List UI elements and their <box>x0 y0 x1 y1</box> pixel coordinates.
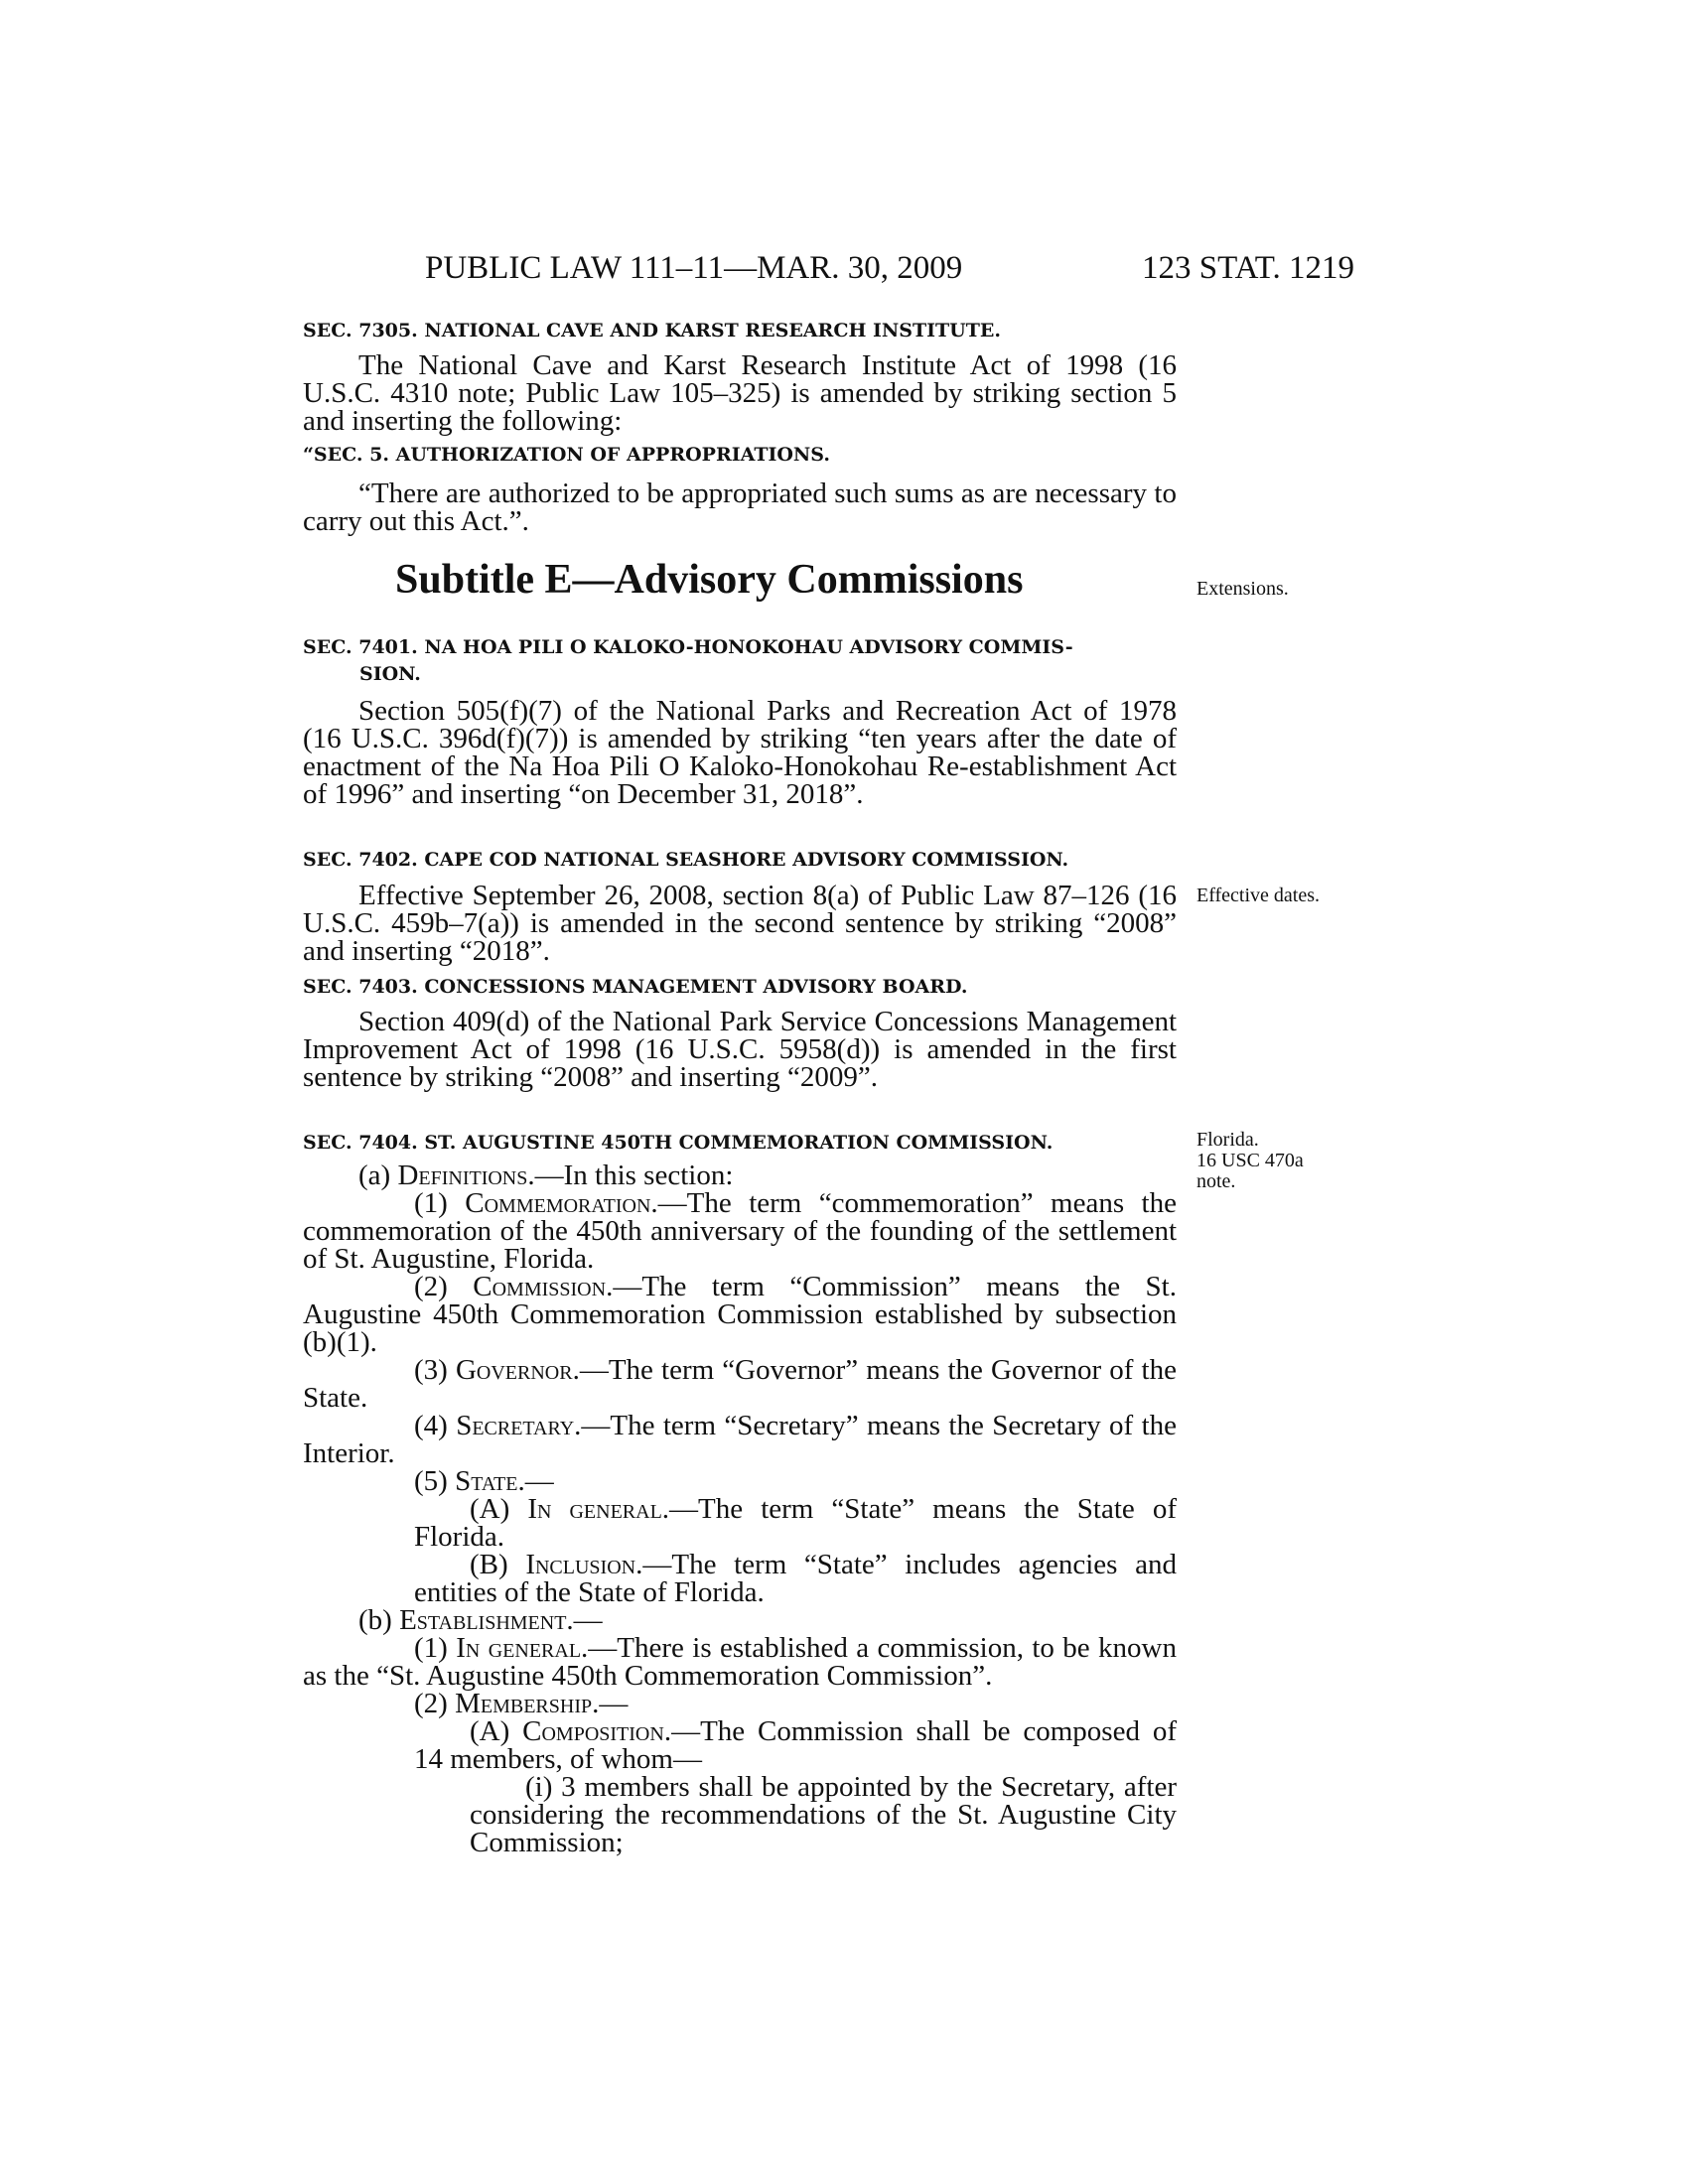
paragraph-a3: (3) Governor.—The term “Governor” means the Governor of the State. <box>303 1354 1177 1414</box>
clause-b2Ai: (i) 3 members shall be appointed by the Secretary, after considering the recommendations of the St. Augustine City Commission; <box>470 1771 1177 1858</box>
sec-7401-text: Section 505(f)(7) of the National Parks and Recreation Act of 1978 (16 U.S.C. 396d(f)(7)) is amended by striking “ten years after the date of enactment of the Na Hoa Pili O Kaloko-Honokohau Re-establishment Act of 1996” and inserting “on December 31, 2018”. <box>303 695 1177 810</box>
margin-note-extensions: Extensions. <box>1196 578 1289 600</box>
paragraph-a5: (5) State.— <box>414 1465 554 1497</box>
sec-7401-heading-line2: SION. <box>359 663 421 685</box>
page-stat-number: 123 STAT. 1219 <box>1142 250 1355 286</box>
sec-7403-heading: SEC. 7403. CONCESSIONS MANAGEMENT ADVISORY BOARD. <box>303 976 968 998</box>
subsection-b: (b) Establishment.— <box>358 1604 603 1636</box>
subtitle-e-heading: Subtitle E—Advisory Commissions <box>395 557 1024 603</box>
sec-7402-text: Effective September 26, 2008, section 8(a) of Public Law 87–126 (16 U.S.C. 459b–7(a)) is amended in the second sentence by striking “2008” and inserting “2018”. <box>303 880 1177 967</box>
margin-note-florida-line3: note. <box>1196 1170 1236 1192</box>
paragraph-a1: (1) Commemoration.—The term “commemoration” means the commemoration of the 450th anniversary of the founding of the settlement of St. Augustine, Florida. <box>303 1187 1177 1275</box>
sec-7404-body <box>303 1161 1177 1856</box>
paragraph-b1: (1) In general.—There is established a commission, to be known as the “St. Augustine 450th Commemoration Commission”. <box>303 1632 1177 1692</box>
margin-note-effective-dates: Effective dates. <box>1196 885 1321 906</box>
margin-note-florida-line2: 16 USC 470a <box>1196 1150 1304 1171</box>
paragraph-a2: (2) Commission.—The term “Commission” means the St. Augustine 450th Commemoration Commission established by subsection (b)(1). <box>303 1271 1177 1358</box>
subparagraph-b2A: (A) Composition.—The Commission shall be composed of 14 members, of whom— <box>414 1715 1177 1775</box>
paragraph-b2: (2) Membership.— <box>414 1688 629 1719</box>
sec-7305-heading: SEC. 7305. NATIONAL CAVE AND KARST RESEARCH INSTITUTE. <box>303 320 1001 341</box>
running-header: PUBLIC LAW 111–11—MAR. 30, 2009 <box>425 250 963 286</box>
sec-7404-heading: SEC. 7404. ST. AUGUSTINE 450TH COMMEMORATION COMMISSION. <box>303 1132 1054 1154</box>
subparagraph-a5B: (B) Inclusion.—The term “State” includes agencies and entities of the State of Florida. <box>414 1549 1177 1608</box>
sec-5-inserted-text: “There are authorized to be appropriated such sums as are necessary to carry out this Act.”. <box>303 478 1177 537</box>
subparagraph-a5A: (A) In general.—The term “State” means the State of Florida. <box>414 1493 1177 1553</box>
margin-note-florida-line1: Florida. <box>1196 1129 1259 1151</box>
sec-5-inserted-heading: “SEC. 5. AUTHORIZATION OF APPROPRIATIONS. <box>303 444 830 466</box>
sec-7401-heading-line1: SEC. 7401. NA HOA PILI O KALOKO-HONOKOHAU ADVISORY COMMIS- <box>303 636 1073 658</box>
sec-7402-heading: SEC. 7402. CAPE COD NATIONAL SEASHORE ADVISORY COMMISSION. <box>303 849 1069 871</box>
sec-7305-text: The National Cave and Karst Research Institute Act of 1998 (16 U.S.C. 4310 note; Public Law 105–325) is amended by striking section 5 and inserting the following: <box>303 349 1177 437</box>
subsection-a: (a) Definitions.—In this section: <box>358 1160 734 1191</box>
margin-note-florida <box>1196 1130 1304 1192</box>
paragraph-a4: (4) Secretary.—The term “Secretary” means the Secretary of the Interior. <box>303 1410 1177 1469</box>
sec-7403-text: Section 409(d) of the National Park Service Concessions Management Improvement Act of 1998 (16 U.S.C. 5958(d)) is amended in the first sentence by striking “2008” and inserting “2009”. <box>303 1006 1177 1093</box>
